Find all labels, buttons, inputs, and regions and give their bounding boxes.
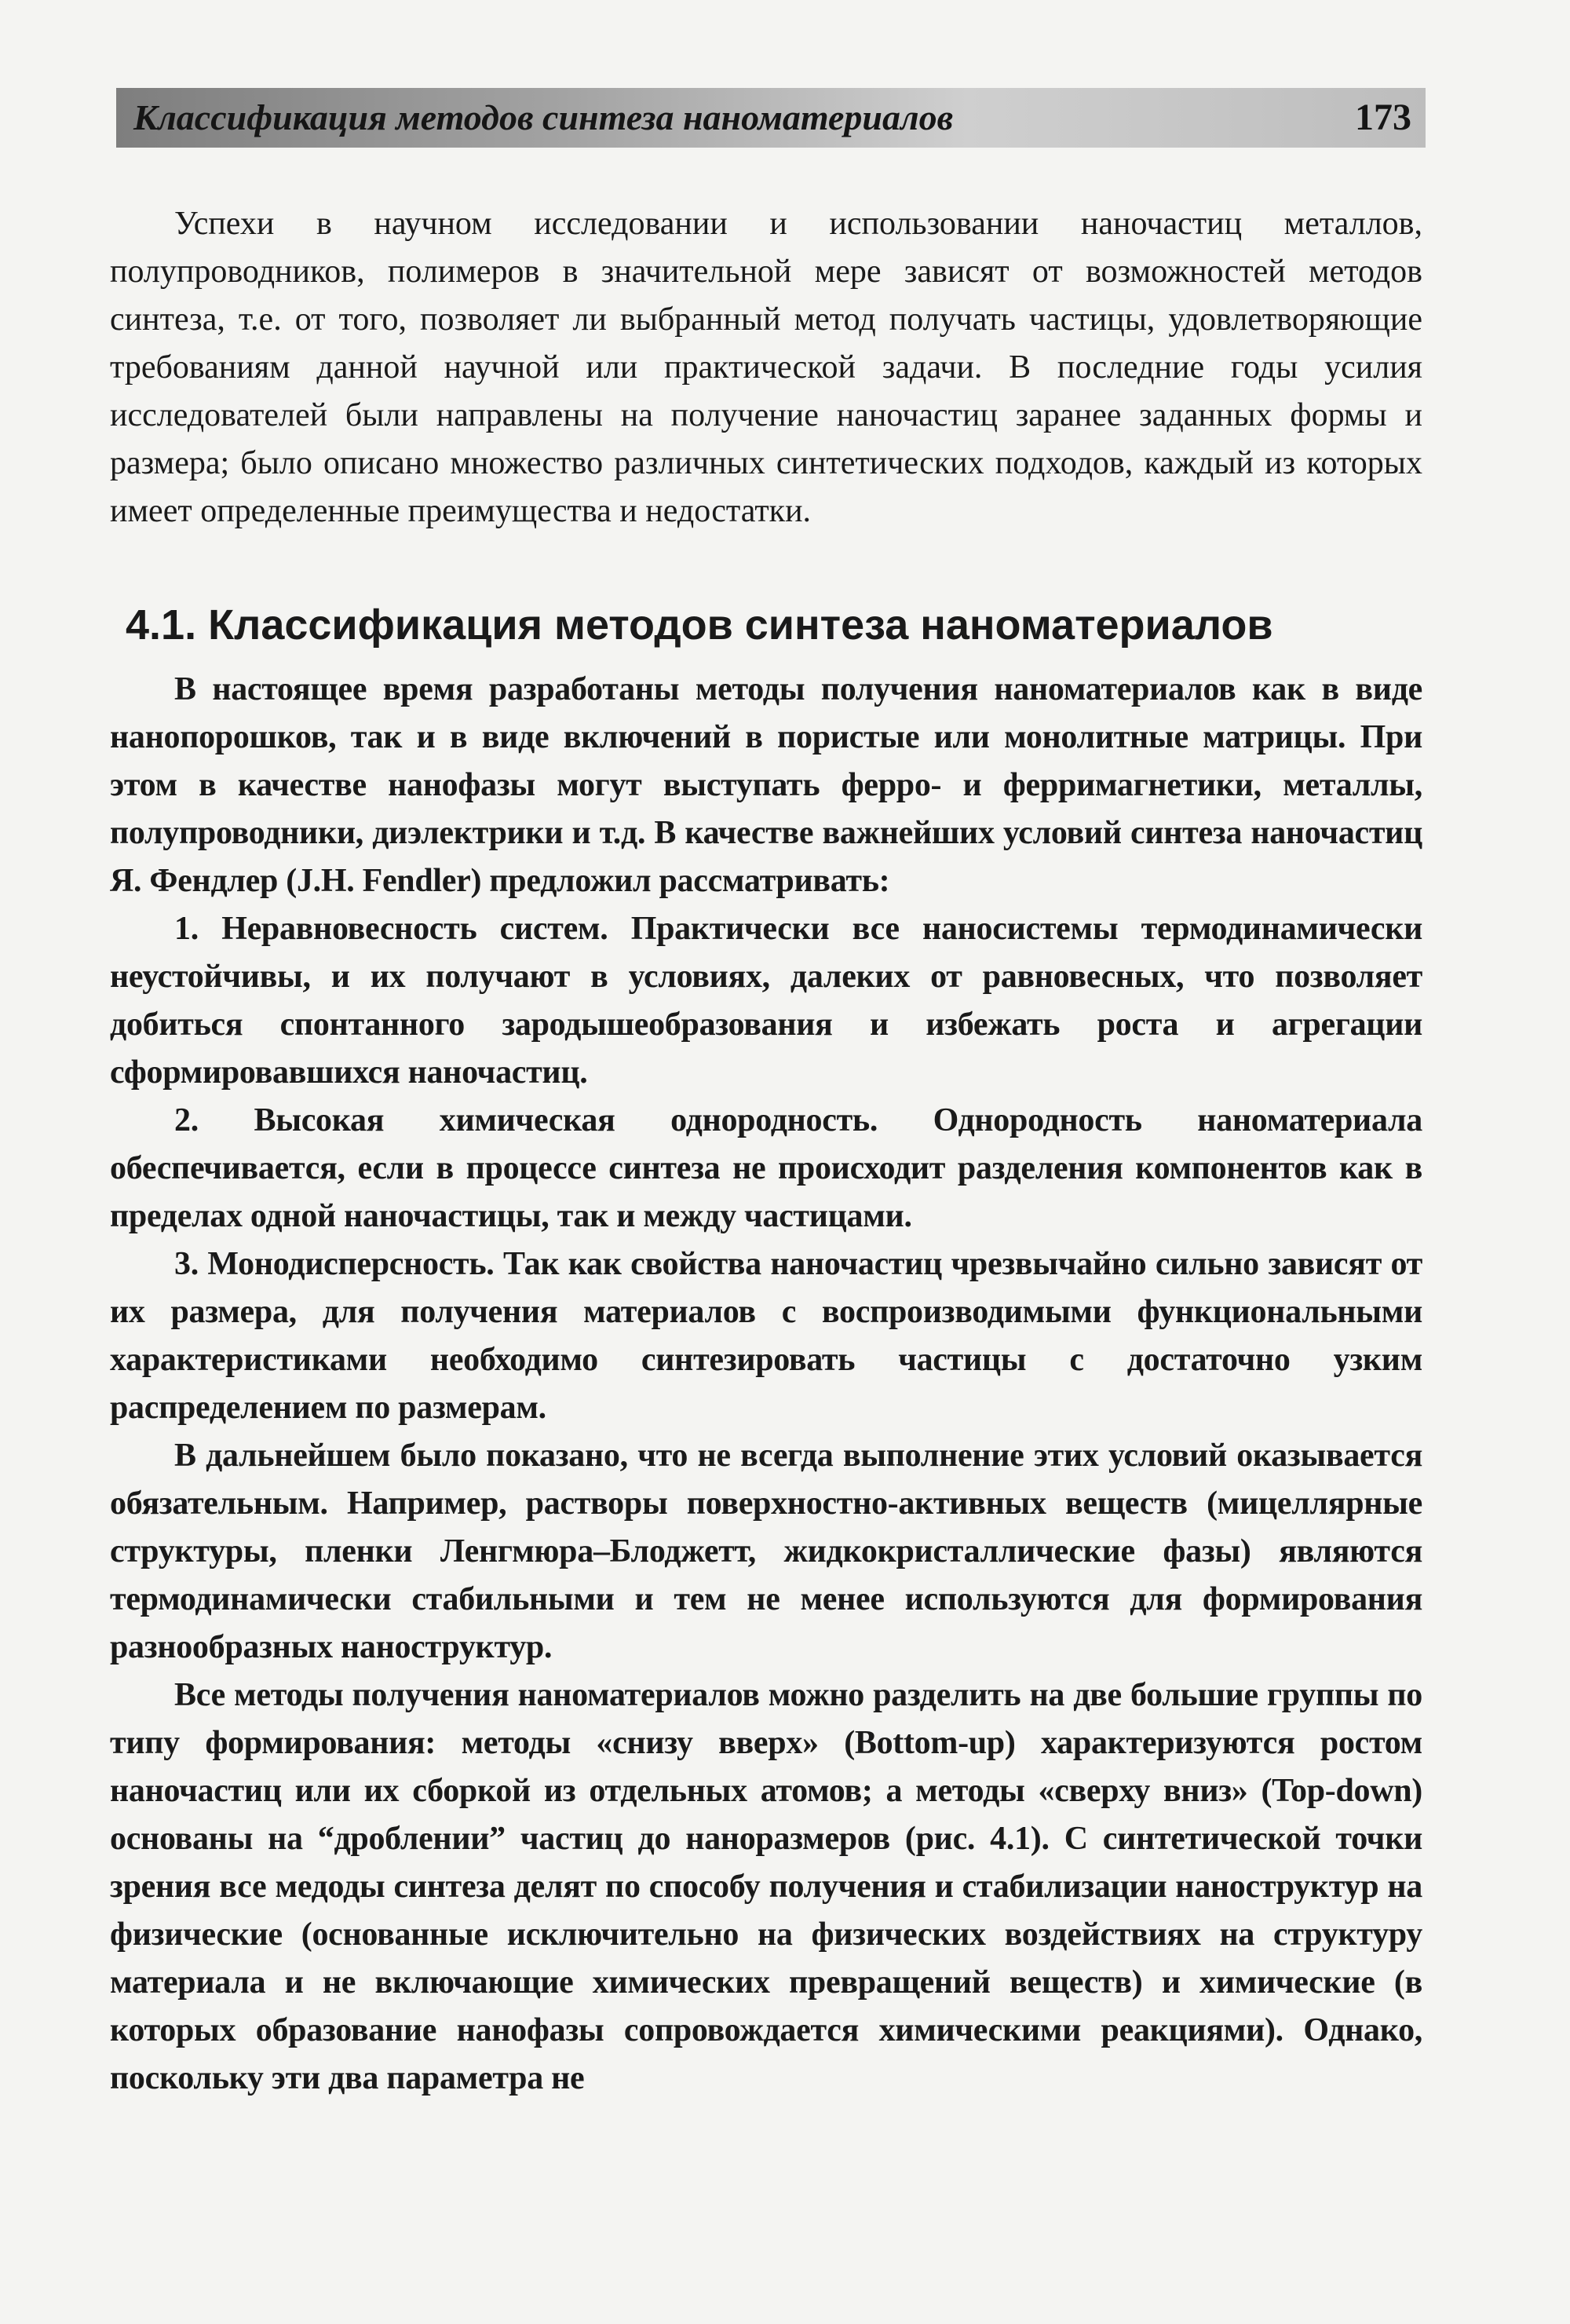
page-body bbox=[110, 200, 1422, 2103]
running-title: Классификация методов синтеза наноматериалов bbox=[133, 97, 954, 137]
condition-1-paragraph: 1. Неравновесность систем. Практически все наносистемы термодинамически неустойчивы, и их получают в условиях, далеких от равновесных, что позволяет добиться спонтанного зародышеобразования и избежать роста и агрегации сформировавшихся наночастиц. bbox=[110, 911, 1422, 1091]
section-spacer bbox=[110, 535, 1422, 597]
intro-paragraph: Успехи в научном исследовании и использовании наночастиц металлов, полупроводников, полимеров в значительной мере зависят от возможностей методов синтеза, т.е. от того, позволяет ли выбранный метод получать частицы, удовлетворяющие требованиям данной научной или практической задачи. В последние годы усилия исследователей были направлены на получение наночастиц заранее заданных формы и размера; было описано множество различных синтетических подходов, каждый из которых имеет определенные преимущества и недостатки. bbox=[110, 206, 1422, 529]
section-heading: 4.1. Классификация методов синтеза наноматериалов bbox=[126, 601, 1273, 649]
body-paragraph-1: В настоящее время разработаны методы получения наноматериалов как в виде нанопорошков, так и в виде включений в пористые или монолитные матрицы. При этом в качестве нанофазы могут выступать ферро- и ферримагнетики, металлы, полупроводники, диэлектрики и т.д. В качестве важнейших условий синтеза наночастиц Я. Фендлер (J.H. Fendler) предложил рассматривать: bbox=[110, 671, 1422, 899]
body-paragraph-5: В дальнейшем было показано, что не всегда выполнение этих условий оказывается обязательным. Например, растворы поверхностно-активных веществ (мицеллярные структуры, пленки Ленгмюра–Блоджетт, жидкокристаллические фазы) являются термодинамически стабильными и тем не менее используются для формирования разнообразных наноструктур. bbox=[110, 1438, 1422, 1665]
body-paragraph-6: Все методы получения наноматериалов можно разделить на две большие группы по типу формирования: методы «снизу вверх» (Bottom-up) характеризуются ростом наночастиц или их сборкой из отдельных атомов; а методы «сверху вниз» (Top-down) основаны на “дроблении” частиц до наноразмеров (рис. 4.1). С синтетической точки зрения все медоды синтеза делят по способу получения и стабилизации наноструктур на физические (основанные исключительно на физических воздействиях на структуру материала и не включающие химических превращений веществ) и химические (в которых образование нанофазы сопровождается химическими реакциями). Однако, поскольку эти два параметра не bbox=[110, 1677, 1422, 2096]
condition-2-paragraph: 2. Высокая химическая однородность. Однородность наноматериала обеспечивается, если в процессе синтеза не происходит разделения компонентов как в пределах одной наночастицы, так и между частицами. bbox=[110, 1102, 1422, 1234]
condition-3-paragraph: 3. Монодисперсность. Так как свойства наночастиц чрезвычайно сильно зависят от их размера, для получения материалов с воспроизводимыми функциональными характеристиками необходимо синтезировать частицы с достаточно узким распределением по размерам. bbox=[110, 1246, 1422, 1426]
running-header bbox=[116, 88, 1426, 148]
page-number: 173 bbox=[1355, 97, 1411, 138]
